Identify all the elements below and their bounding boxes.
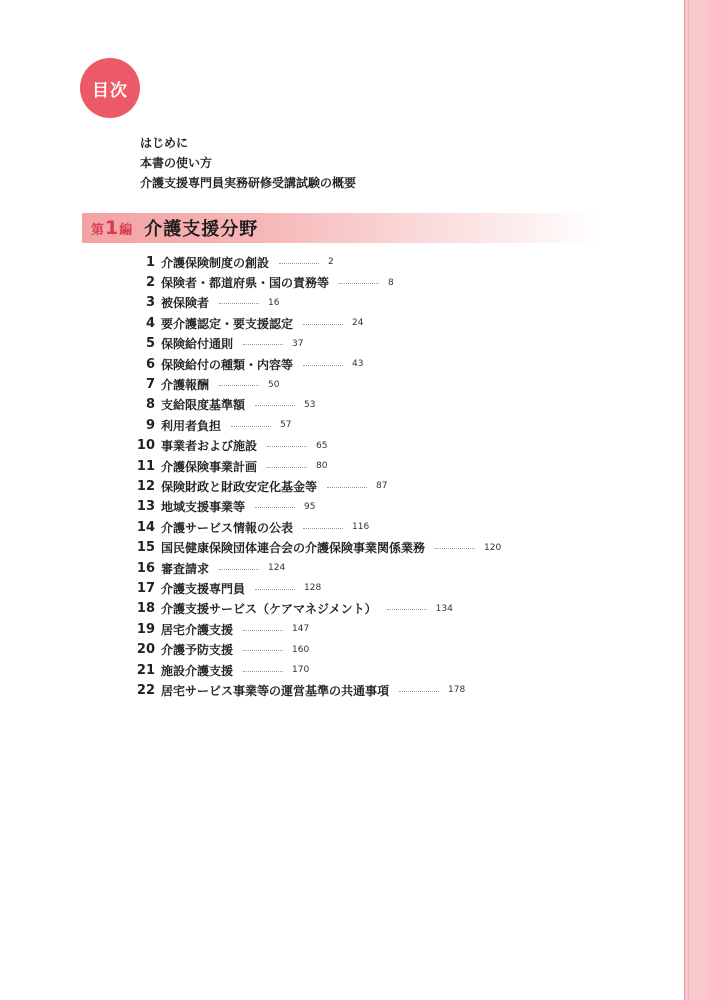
chapter-page: 53 (304, 399, 316, 410)
part-header (82, 213, 600, 243)
chapter-title: 地域支援事業等 (161, 500, 246, 515)
dot-leader (255, 589, 295, 590)
front-matter-item[interactable]: 本書の使い方 (140, 156, 213, 170)
chapter-row[interactable] (135, 537, 501, 557)
chapter-number: 1 (145, 254, 155, 270)
chapter-title: 介護予防支援 (161, 643, 234, 658)
chapter-page: 147 (292, 624, 310, 635)
dot-leader (255, 405, 295, 406)
chapter-list (135, 252, 501, 701)
chapter-row[interactable] (135, 395, 501, 415)
dot-leader (255, 507, 295, 508)
chapter-page: 124 (268, 563, 286, 574)
chapter-number: 15 (136, 540, 155, 556)
chapter-row[interactable] (135, 660, 501, 680)
chapter-row[interactable] (135, 517, 501, 537)
chapter-number: 19 (136, 621, 155, 637)
chapter-page: 43 (352, 359, 364, 370)
chapter-title: 介護サービス情報の公表 (161, 520, 294, 535)
dot-leader (219, 569, 259, 570)
dot-leader (267, 467, 307, 468)
dot-leader (303, 365, 343, 366)
chapter-number: 8 (145, 397, 155, 413)
chapter-row[interactable] (135, 599, 501, 619)
chapter-number: 10 (136, 438, 155, 454)
chapter-page: 160 (292, 644, 310, 655)
chapter-page: 128 (304, 583, 322, 594)
chapter-title: 介護報酬 (161, 378, 210, 393)
chapter-page: 50 (268, 379, 280, 390)
chapter-page: 116 (352, 522, 370, 533)
chapter-page: 134 (435, 603, 453, 614)
chapter-title: 介護支援サービス（ケアマネジメント） (161, 602, 377, 617)
chapter-row[interactable] (135, 680, 501, 700)
chapter-title: 利用者負担 (161, 418, 222, 433)
chapter-page: 95 (304, 501, 316, 512)
chapter-row[interactable] (135, 252, 501, 272)
front-matter-item[interactable]: 介護支援専門員実務研修受講試験の概要 (140, 176, 357, 190)
chapter-row[interactable] (135, 354, 501, 374)
dot-leader (267, 446, 307, 447)
dot-leader (399, 691, 439, 692)
chapter-page: 120 (484, 542, 502, 553)
dot-leader (231, 426, 271, 427)
page-edge-band (684, 0, 707, 1000)
chapter-page: 37 (292, 338, 304, 349)
chapter-page: 178 (448, 685, 466, 696)
chapter-page: 8 (388, 277, 394, 288)
toc-badge: 目次 (80, 58, 140, 118)
chapter-title: 審査請求 (161, 561, 210, 576)
chapter-number: 5 (145, 336, 155, 352)
chapter-title: 支給限度基準額 (161, 398, 246, 413)
chapter-page: 2 (328, 257, 334, 268)
dot-leader (279, 263, 319, 264)
chapter-title: 事業者および施設 (161, 439, 258, 454)
dot-leader (219, 303, 259, 304)
dot-leader (243, 650, 283, 651)
chapter-number: 13 (136, 499, 155, 515)
chapter-page: 170 (292, 665, 310, 675)
chapter-row[interactable] (135, 334, 501, 354)
chapter-title: 被保険者 (161, 296, 210, 311)
chapter-title: 介護保険制度の創設 (161, 255, 270, 270)
chapter-title: 保険者・都道府県・国の責務等 (161, 276, 330, 291)
chapter-number: 14 (136, 519, 155, 535)
part-title: 介護支援分野 (144, 219, 259, 240)
chapter-number: 3 (145, 295, 155, 311)
chapter-number: 11 (136, 458, 155, 474)
chapter-page: 87 (376, 481, 388, 492)
chapter-row[interactable] (135, 313, 501, 333)
chapter-title: 要介護認定・要支援認定 (161, 316, 294, 331)
chapter-row[interactable] (135, 293, 501, 313)
dot-leader (303, 324, 343, 325)
chapter-row[interactable] (135, 415, 501, 435)
chapter-number: 20 (136, 642, 155, 658)
chapter-number: 18 (136, 601, 155, 617)
part-prefix: 第 (91, 223, 105, 238)
dot-leader (387, 609, 427, 610)
chapter-row[interactable] (135, 476, 501, 496)
chapter-row[interactable] (135, 619, 501, 639)
chapter-number: 21 (136, 662, 155, 678)
chapter-title: 居宅介護支援 (161, 622, 234, 637)
chapter-number: 9 (145, 417, 155, 433)
dot-leader (303, 528, 343, 529)
chapter-title: 介護支援専門員 (161, 581, 246, 596)
chapter-page: 65 (316, 440, 328, 451)
part-suffix: 編 (119, 223, 133, 238)
chapter-row[interactable] (135, 456, 501, 476)
chapter-number: 16 (136, 560, 155, 576)
dot-leader (243, 671, 283, 672)
chapter-row[interactable] (135, 436, 501, 456)
chapter-row[interactable] (135, 497, 501, 517)
chapter-number: 2 (145, 275, 155, 291)
chapter-number: 22 (136, 682, 155, 698)
part-number: 1 (105, 217, 119, 239)
chapter-row[interactable] (135, 272, 501, 292)
chapter-number: 7 (145, 377, 155, 393)
dot-leader (327, 487, 367, 488)
chapter-number: 4 (145, 315, 155, 331)
chapter-number: 6 (145, 356, 155, 372)
part-label (91, 217, 132, 239)
chapter-page: 57 (280, 420, 292, 431)
chapter-row[interactable] (135, 639, 501, 659)
chapter-page: 24 (352, 318, 364, 329)
chapter-title: 保険給付通則 (161, 337, 234, 352)
chapter-title: 介護保険事業計画 (161, 459, 258, 474)
chapter-page: 80 (316, 461, 328, 472)
chapter-title: 施設介護支援 (161, 663, 234, 678)
chapter-page: 16 (268, 297, 280, 308)
front-matter-item[interactable]: はじめに (140, 136, 189, 150)
dot-leader (243, 630, 283, 631)
chapter-title: 保険財政と財政安定化基金等 (161, 479, 318, 494)
chapter-title: 居宅サービス事業等の運営基準の共通事項 (161, 683, 390, 698)
chapter-row[interactable] (135, 578, 501, 598)
chapter-number: 12 (136, 478, 155, 494)
dot-leader (219, 385, 259, 386)
chapter-title: 国民健康保険団体連合会の介護保険事業関係業務 (161, 541, 426, 556)
dot-leader (339, 283, 379, 284)
chapter-title: 保険給付の種類・内容等 (161, 357, 294, 372)
chapter-row[interactable] (135, 558, 501, 578)
dot-leader (243, 344, 283, 345)
chapter-row[interactable] (135, 374, 501, 394)
chapter-number: 17 (136, 580, 155, 596)
dot-leader (435, 548, 475, 549)
front-matter-list (140, 133, 356, 193)
